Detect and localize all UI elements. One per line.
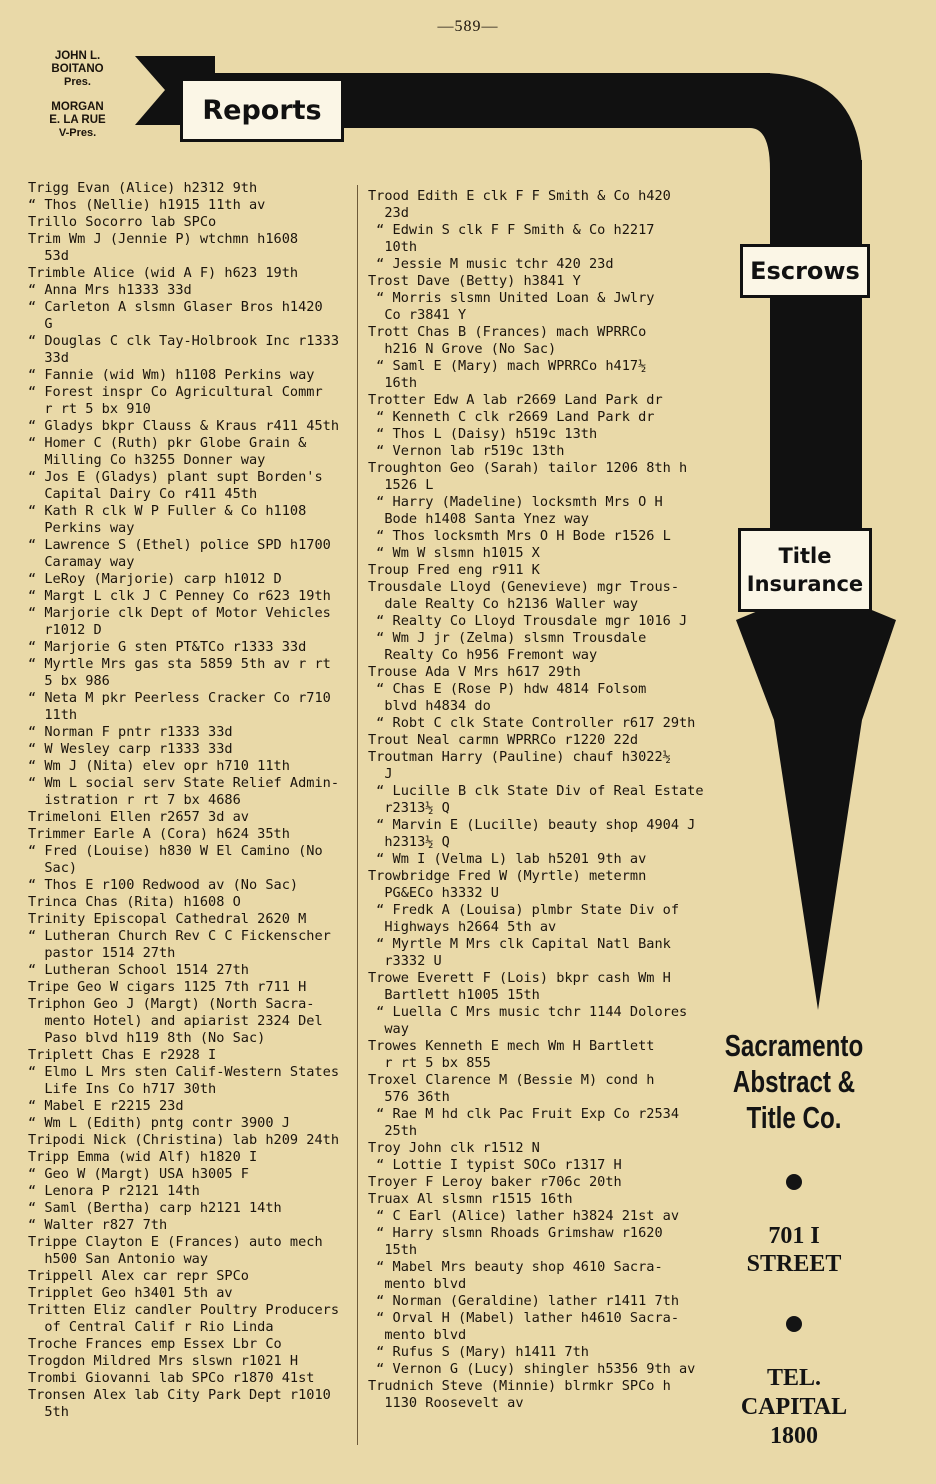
officer-vp-surname: E. LA RUE [49, 114, 106, 126]
directory-entry-line: “ Fannie (wid Wm) h1108 Perkins way [28, 367, 315, 383]
directory-entry-line: Trowbridge Fred W (Myrtle) metermn [368, 868, 647, 884]
directory-entry-line: “ Myrtle M Mrs clk Capital Natl Bank [368, 936, 671, 952]
directory-entry-line: “ Homer C (Ruth) pkr Globe Grain & [28, 435, 307, 451]
directory-entry-line: Trimmer Earle A (Cora) h624 35th [28, 826, 290, 842]
directory-entry-line: J [368, 766, 393, 782]
ad-company-line1: Sacramento [724, 1028, 864, 1063]
directory-entry-line: mento Hotel) and apiarist 2324 Del [28, 1013, 323, 1029]
directory-entry-line: Troche Frances emp Essex Lbr Co [28, 1336, 282, 1352]
directory-entry-line: “ Lenora P r2121 14th [28, 1183, 200, 1199]
directory-entry-line: Trowes Kenneth E mech Wm H Bartlett [368, 1038, 655, 1054]
directory-entry-line: Tripe Geo W cigars 1125 7th r711 H [28, 979, 307, 995]
directory-entry-line: Trouse Ada V Mrs h617 29th [368, 664, 581, 680]
officer-president-surname: BOITANO [51, 63, 104, 75]
directory-entry-line: “ Mabel E r2215 23d [28, 1098, 184, 1114]
escrows-label: Escrows [740, 244, 870, 298]
directory-entry-line: Co r3841 Y [368, 307, 467, 323]
directory-entry-line: “ Douglas C clk Tay-Holbrook Inc r1333 [28, 333, 339, 349]
directory-entry-line: “ Anna Mrs h1333 33d [28, 282, 192, 298]
directory-entry-line: Life Ins Co h717 30th [28, 1081, 217, 1097]
directory-entry-line: “ Wm W slsmn h1015 X [368, 545, 540, 561]
title-insurance-label [738, 528, 872, 612]
directory-entry-line: “ Luella C Mrs music tchr 1144 Dolores [368, 1004, 688, 1020]
directory-entry-line: “ Elmo L Mrs sten Calif-Western States [28, 1064, 339, 1080]
directory-entry-line: “ Rufus S (Mary) h1411 7th [368, 1344, 589, 1360]
directory-entry-line: Trigg Evan (Alice) h2312 9th [28, 180, 258, 196]
directory-column-left [28, 180, 358, 1421]
directory-entry-line: 10th [368, 239, 418, 255]
reports-label: Reports [180, 78, 344, 142]
directory-entry-line: “ Lawrence S (Ethel) police SPD h1700 [28, 537, 331, 553]
directory-entry-line: 5th [28, 1404, 69, 1420]
directory-entry-line: “ Orval H (Mabel) lather h4610 Sacra- [368, 1310, 679, 1326]
directory-entry-line: 1526 L [368, 477, 434, 493]
directory-entry-line: “ Vernon lab r519c 13th [368, 443, 565, 459]
directory-entry-line: Trippell Alex car repr SPCo [28, 1268, 249, 1284]
directory-entry-line: “ Forest inspr Co Agricultural Commr [28, 384, 323, 400]
directory-entry-line: of Central Calif r Rio Linda [28, 1319, 274, 1335]
directory-entry-line: “ Lucille B clk State Div of Real Estate [368, 783, 704, 799]
directory-entry-line: Tripodi Nick (Christina) lab h209 24th [28, 1132, 339, 1148]
directory-entry-line: “ Norman F pntr r1333 33d [28, 724, 233, 740]
directory-entry-line: istration r rt 7 bx 4686 [28, 792, 241, 808]
directory-entry-line: “ Wm J jr (Zelma) slsmn Trousdale [368, 630, 647, 646]
ad-company-line2: Abstract & [732, 1064, 856, 1099]
officer-vp-title: V-Pres. [58, 127, 97, 139]
directory-entry-line: Trotter Edw A lab r2669 Land Park dr [368, 392, 663, 408]
directory-entry-line: Capital Dairy Co r411 45th [28, 486, 258, 502]
directory-entry-line: Troy John clk r1512 N [368, 1140, 540, 1156]
directory-entry-line: Trimeloni Ellen r2657 3d av [28, 809, 249, 825]
directory-entry-line: Troughton Geo (Sarah) tailor 1206 8th h [368, 460, 688, 476]
directory-entry-line: Truax Al slsmn r1515 16th [368, 1191, 573, 1207]
directory-entry-line: Tritten Eliz candler Poultry Producers [28, 1302, 339, 1318]
ad-company-line3: Title Co. [746, 1100, 842, 1135]
directory-entry-line: Trinca Chas (Rita) h1608 O [28, 894, 241, 910]
directory-entry-line: Trudnich Steve (Minnie) blrmkr SPCo h [368, 1378, 671, 1394]
directory-entry-line: “ W Wesley carp r1333 33d [28, 741, 233, 757]
directory-entry-line: mento blvd [368, 1276, 467, 1292]
directory-entry-line: “ Thos locksmth Mrs O H Bode r1526 L [368, 528, 671, 544]
directory-entry-line: “ Saml E (Mary) mach WPRRCo h417½ [368, 358, 647, 374]
directory-entry-line: r rt 5 bx 910 [28, 401, 151, 417]
directory-entry-line: “ Marjorie clk Dept of Motor Vehicles [28, 605, 331, 621]
directory-entry-line: “ Margt L clk J C Penney Co r623 19th [28, 588, 331, 604]
directory-entry-line: Tronsen Alex lab City Park Dept r1010 [28, 1387, 331, 1403]
directory-entry-line: Trombi Giovanni lab SPCo r1870 41st [28, 1370, 315, 1386]
ad-bullet-dot [786, 1174, 802, 1190]
directory-entry-line: Trimble Alice (wid A F) h623 19th [28, 265, 299, 281]
directory-entry-line: Trillo Socorro lab SPCo [28, 214, 217, 230]
directory-entry-line: “ Wm L social serv State Relief Admin- [28, 775, 339, 791]
officer-president-title: Pres. [64, 76, 91, 88]
directory-entry-line: “ Thos L (Daisy) h519c 13th [368, 426, 598, 442]
directory-entry-line: dale Realty Co h2136 Waller way [368, 596, 639, 612]
directory-entry-line: r rt 5 bx 855 [368, 1055, 491, 1071]
directory-entry-line: “ Harry slsmn Rhoads Grimshaw r1620 [368, 1225, 663, 1241]
directory-entry-line: “ Kath R clk W P Fuller & Co h1108 [28, 503, 307, 519]
directory-entry-line: “ Robt C clk State Controller r617 29th [368, 715, 696, 731]
directory-entry-line: Realty Co h956 Fremont way [368, 647, 598, 663]
directory-entry-line: 15th [368, 1242, 418, 1258]
directory-entry-line: “ Geo W (Margt) USA h3005 F [28, 1166, 249, 1182]
title-insurance-line2: Insurance [746, 572, 864, 596]
directory-entry-line: Troup Fred eng r911 K [368, 562, 540, 578]
directory-entry-line: “ Morris slsmn United Loan & Jwlry [368, 290, 655, 306]
directory-entry-line: Bode h1408 Santa Ynez way [368, 511, 589, 527]
directory-entry-line: Tripplet Geo h3401 5th av [28, 1285, 233, 1301]
directory-entry-line: Perkins way [28, 520, 135, 536]
directory-entry-line: “ Thos E r100 Redwood av (No Sac) [28, 877, 299, 893]
directory-entry-line: mento blvd [368, 1327, 467, 1343]
directory-entry-line: Paso blvd h119 8th (No Sac) [28, 1030, 266, 1046]
directory-entry-line: “ Fredk A (Louisa) plmbr State Div of [368, 902, 679, 918]
banner-shaft [770, 160, 862, 530]
directory-entry-line: “ Harry (Madeline) locksmth Mrs O H [368, 494, 663, 510]
ad-address-line1: 701 I [768, 1223, 820, 1249]
directory-entry-line: Bartlett h1005 15th [368, 987, 540, 1003]
directory-entry-line: “ Chas E (Rose P) hdw 4814 Folsom [368, 681, 647, 697]
directory-entry-line: r3332 U [368, 953, 442, 969]
ad-tel-line1: TEL. [766, 1365, 822, 1391]
directory-entry-line: “ Realty Co Lloyd Trousdale mgr 1016 J [368, 613, 688, 629]
directory-entry-line: Trowe Everett F (Lois) bkpr cash Wm H [368, 970, 671, 986]
directory-entry-line: “ C Earl (Alice) lather h3824 21st av [368, 1208, 679, 1224]
ad-bullet-dot [786, 1316, 802, 1332]
directory-entry-line: Trinity Episcopal Cathedral 2620 M [28, 911, 307, 927]
directory-entry-line: way [368, 1021, 409, 1037]
directory-entry-line: Troutman Harry (Pauline) chauf h3022½ [368, 749, 671, 765]
officer-president-name: JOHN L. [54, 50, 101, 62]
directory-entry-line: “ Thos (Nellie) h1915 11th av [28, 197, 266, 213]
directory-entry-line: Trout Neal carmn WPRRCo r1220 22d [368, 732, 639, 748]
directory-entry-line: “ Wm J (Nita) elev opr h710 11th [28, 758, 290, 774]
directory-entry-line: 23d [368, 205, 409, 221]
page-number: —589— [437, 18, 499, 35]
directory-entry-line: “ Jos E (Gladys) plant supt Borden's [28, 469, 323, 485]
directory-entry-line: “ Edwin S clk F F Smith & Co h2217 [368, 222, 655, 238]
directory-entry-line: “ Jessie M music tchr 420 23d [368, 256, 614, 272]
directory-entry-line: h216 N Grove (No Sac) [368, 341, 557, 357]
directory-entry-line: “ Rae M hd clk Pac Fruit Exp Co r2534 [368, 1106, 679, 1122]
directory-entry-line: Triplett Chas E r2928 I [28, 1047, 217, 1063]
directory-entry-line: 25th [368, 1123, 418, 1139]
directory-entry-line: Trim Wm J (Jennie P) wtchmn h1608 [28, 231, 299, 247]
directory-entry-line: Sac) [28, 860, 78, 876]
directory-entry-line: “ LeRoy (Marjorie) carp h1012 D [28, 571, 282, 587]
directory-entry-line: Milling Co h3255 Donner way [28, 452, 266, 468]
arrow-head [736, 560, 896, 1010]
directory-entry-line: 1130 Roosevelt av [368, 1395, 524, 1411]
directory-entry-line: Trott Chas B (Frances) mach WPRRCo [368, 324, 647, 340]
directory-entry-line: Trood Edith E clk F F Smith & Co h420 [368, 188, 671, 204]
directory-entry-line: “ Saml (Bertha) carp h2121 14th [28, 1200, 282, 1216]
directory-entry-line: “ Kenneth C clk r2669 Land Park dr [368, 409, 655, 425]
directory-entry-line: blvd h4834 do [368, 698, 491, 714]
directory-entry-line: “ Vernon G (Lucy) shingler h5356 9th av [368, 1361, 696, 1377]
directory-entry-line: “ Marjorie G sten PT&TCo r1333 33d [28, 639, 307, 655]
directory-entry-line: Trippe Clayton E (Frances) auto mech [28, 1234, 323, 1250]
directory-entry-line: 11th [28, 707, 78, 723]
directory-entry-line: “ Gladys bkpr Clauss & Kraus r411 45th [28, 418, 339, 434]
directory-entry-line: “ Norman (Geraldine) lather r1411 7th [368, 1293, 679, 1309]
directory-entry-line: r2313½ Q [368, 800, 450, 816]
directory-column-right [368, 188, 722, 1412]
directory-entry-line: Highways h2664 5th av [368, 919, 557, 935]
directory-entry-line: Tripp Emma (wid Alf) h1820 I [28, 1149, 258, 1165]
directory-entry-line: “ Marvin E (Lucille) beauty shop 4904 J [368, 817, 696, 833]
directory-entry-line: h500 San Antonio way [28, 1251, 209, 1267]
ad-tel-line2: CAPITAL [740, 1394, 848, 1420]
ad-address-line2: STREET [746, 1251, 842, 1277]
directory-entry-line: “ Lutheran Church Rev C C Fickenscher [28, 928, 331, 944]
directory-entry-line: “ Mabel Mrs beauty shop 4610 Sacra- [368, 1259, 663, 1275]
directory-entry-line: Troyer F Leroy baker r706c 20th [368, 1174, 622, 1190]
directory-entry-line: 5 bx 986 [28, 673, 110, 689]
directory-entry-line: pastor 1514 27th [28, 945, 176, 961]
directory-entry-line: h2313½ Q [368, 834, 450, 850]
officer-vp-name: MORGAN [51, 101, 104, 113]
directory-entry-line: “ Myrtle Mrs gas sta 5859 5th av r rt [28, 656, 331, 672]
ad-tel-line3: 1800 [770, 1423, 818, 1449]
directory-entry-line: Trogdon Mildred Mrs slswn r1021 H [28, 1353, 299, 1369]
directory-entry-line: r1012 D [28, 622, 102, 638]
directory-entry-line: G [28, 316, 53, 332]
directory-entry-line: Trousdale Lloyd (Genevieve) mgr Trous- [368, 579, 679, 595]
directory-entry-line: Trost Dave (Betty) h3841 Y [368, 273, 581, 289]
directory-entry-line: “ Wm L (Edith) pntg contr 3900 J [28, 1115, 290, 1131]
directory-entry-line: PG&ECo h3332 U [368, 885, 499, 901]
directory-entry-line: Troxel Clarence M (Bessie M) cond h [368, 1072, 655, 1088]
directory-entry-line: 16th [368, 375, 418, 391]
title-insurance-line1: Title [778, 544, 832, 568]
directory-entry-line: “ Wm I (Velma L) lab h5201 9th av [368, 851, 647, 867]
sacramento-abstract-ad [722, 1028, 866, 1451]
directory-entry-line: 53d [28, 248, 69, 264]
directory-entry-line: “ Carleton A slsmn Glaser Bros h1420 [28, 299, 323, 315]
directory-entry-line: 576 36th [368, 1089, 450, 1105]
directory-entry-line: Triphon Geo J (Margt) (North Sacra- [28, 996, 315, 1012]
directory-entry-line: 33d [28, 350, 69, 366]
directory-entry-line: “ Lottie I typist SOCo r1317 H [368, 1157, 622, 1173]
directory-entry-line: Caramay way [28, 554, 135, 570]
directory-entry-line: “ Fred (Louise) h830 W El Camino (No [28, 843, 323, 859]
directory-entry-line: “ Walter r827 7th [28, 1217, 168, 1233]
directory-entry-line: “ Lutheran School 1514 27th [28, 962, 249, 978]
directory-entry-line: “ Neta M pkr Peerless Cracker Co r710 [28, 690, 331, 706]
